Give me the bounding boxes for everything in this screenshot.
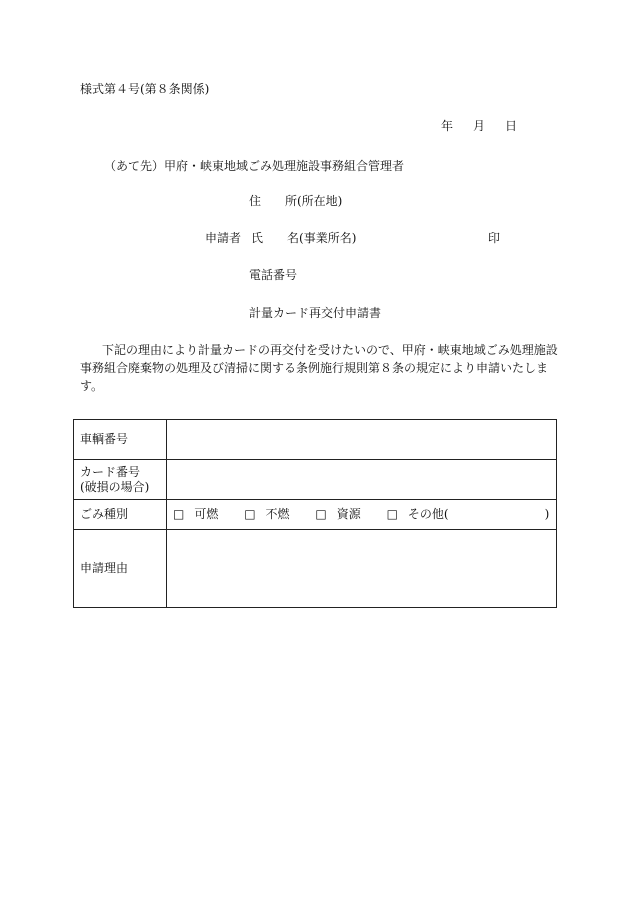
- waste-option-other-label: その他(: [407, 507, 449, 521]
- card-number-label-main: カード番号: [80, 464, 141, 479]
- waste-option-resource[interactable]: [315, 507, 360, 522]
- date-day: 日: [505, 119, 518, 133]
- vehicle-number-field[interactable]: [167, 420, 557, 460]
- card-number-label-note: (破損の場合): [80, 479, 150, 494]
- waste-option-other-close: ): [544, 507, 550, 521]
- seal-mark: 印: [488, 231, 501, 245]
- waste-option-label: 不燃: [265, 507, 290, 521]
- waste-option-label: 資源: [336, 507, 361, 521]
- applicant-name-label: 氏 名(事業所名): [251, 231, 357, 245]
- applicant-phone-label: 電話番号: [249, 268, 298, 282]
- table-row: [74, 460, 557, 500]
- addressee: （あて先）甲府・峡東地域ごみ処理施設事務組合管理者: [104, 159, 405, 173]
- application-table: [73, 419, 557, 608]
- waste-type-options: [167, 500, 557, 530]
- table-row: [74, 500, 557, 530]
- body-text: 下記の理由により計量カードの再交付を受けたいので、甲府・峡東地域ごみ処理施設事務組合廃棄物の処理及び清掃に関する条例施行規則第８条の規定により申請いたします。: [80, 343, 558, 393]
- table-row: [74, 420, 557, 460]
- card-number-field[interactable]: [167, 460, 557, 500]
- waste-option-label: 可燃: [194, 507, 219, 521]
- date-month: 月: [473, 119, 486, 133]
- date-line: [441, 119, 517, 133]
- reason-label: 申請理由: [74, 530, 167, 608]
- waste-type-label: ごみ種別: [74, 500, 167, 530]
- applicant-address-label: 住 所(所在地): [249, 194, 343, 208]
- checkbox-icon[interactable]: □: [315, 507, 327, 521]
- form-number: 様式第４号(第８条関係): [80, 82, 210, 96]
- document-title: 計量カード再交付申請書: [249, 306, 382, 320]
- checkbox-icon[interactable]: □: [386, 507, 398, 521]
- reason-field[interactable]: [167, 530, 557, 608]
- checkbox-icon[interactable]: □: [173, 507, 185, 521]
- checkbox-icon[interactable]: □: [244, 507, 256, 521]
- date-year: 年: [441, 119, 454, 133]
- waste-option-other[interactable]: [387, 507, 550, 522]
- table-row: [74, 530, 557, 608]
- waste-option-burnable[interactable]: [173, 507, 218, 522]
- vehicle-number-label: 車輌番号: [74, 420, 167, 460]
- applicant-name-row: [205, 231, 356, 245]
- card-number-label: [74, 460, 167, 500]
- waste-option-nonburnable[interactable]: [244, 507, 289, 522]
- applicant-role-label: 申請者: [205, 231, 242, 245]
